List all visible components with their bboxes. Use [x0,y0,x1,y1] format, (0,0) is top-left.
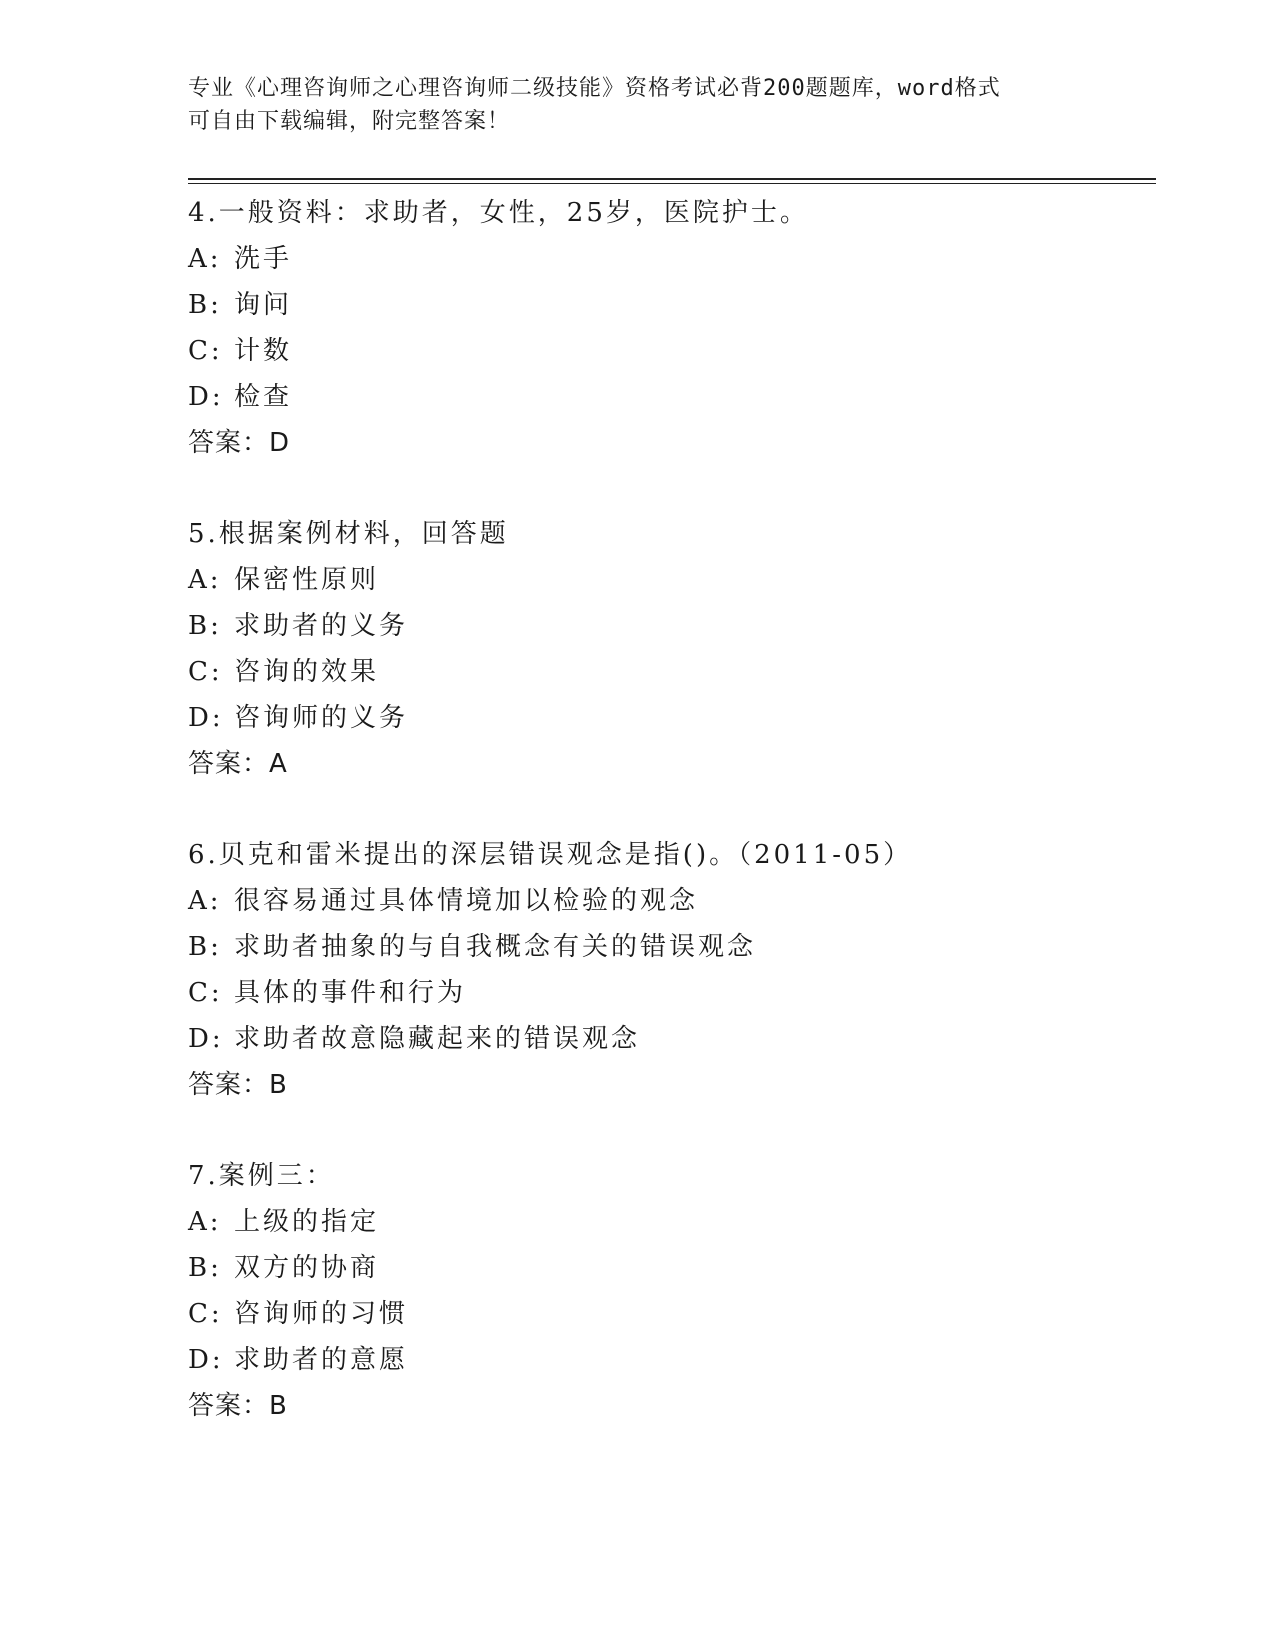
document-header [188,72,1088,138]
option-text: 很容易通过具体情境加以检验的观念 [234,886,699,916]
question-list [188,190,1148,1474]
option-text: 咨询师的习惯 [234,1299,409,1329]
option-text: 双方的协商 [234,1253,380,1283]
option-letter: C: [188,1299,223,1329]
answer-line: 答案：A [188,749,288,779]
option-b [188,924,1148,970]
option-c [188,328,1148,374]
option-c [188,649,1148,695]
option-text: 计数 [234,336,293,366]
header-divider-top [188,178,1156,180]
option-letter: B: [188,611,222,641]
option-a [188,236,1148,282]
option-text: 求助者的意愿 [234,1345,409,1375]
option-text: 具体的事件和行为 [234,978,467,1008]
option-text: 保密性原则 [234,565,380,595]
question-5 [188,511,1148,787]
option-text: 求助者的义务 [234,611,409,641]
header-line-2: 可自由下载编辑，附完整答案！ [188,109,511,134]
question-4 [188,190,1148,466]
option-letter: A: [188,886,222,916]
option-c [188,970,1148,1016]
option-letter: A: [188,565,222,595]
question-stem: 4.一般资料：求助者，女性，25岁，医院护士。 [188,198,809,228]
answer-line: 答案：B [188,1070,288,1100]
question-stem: 5.根据案例材料，回答题 [188,519,509,549]
option-text: 询问 [234,290,293,320]
option-letter: B: [188,1253,222,1283]
option-text: 洗手 [234,244,293,274]
option-text: 咨询师的义务 [234,703,409,733]
option-letter: A: [188,1207,222,1237]
option-letter: C: [188,657,223,687]
option-letter: D: [188,1345,224,1375]
option-text: 求助者抽象的与自我概念有关的错误观念 [234,932,757,962]
header-divider-bottom [188,183,1156,184]
option-text: 求助者故意隐藏起来的错误观念 [234,1024,641,1054]
option-letter: D: [188,703,224,733]
option-letter: D: [188,382,224,412]
option-letter: D: [188,1024,224,1054]
question-stem: 7.案例三： [188,1161,335,1191]
option-a [188,878,1148,924]
option-letter: B: [188,932,222,962]
question-stem: 6.贝克和雷米提出的深层错误观念是指()。（2011-05） [188,840,913,870]
option-d [188,1337,1148,1383]
answer-line: 答案：D [188,428,291,458]
option-d [188,1016,1148,1062]
option-d [188,374,1148,420]
option-letter: C: [188,336,223,366]
option-a [188,1199,1148,1245]
option-letter: C: [188,978,223,1008]
answer-line: 答案：B [188,1391,288,1421]
option-c [188,1291,1148,1337]
header-line-1: 专业《心理咨询师之心理咨询师二级技能》资格考试必背200题题库，word格式 [188,76,1001,101]
question-6 [188,832,1148,1108]
option-b [188,282,1148,328]
option-letter: B: [188,290,222,320]
question-7 [188,1153,1148,1429]
option-letter: A: [188,244,222,274]
option-a [188,557,1148,603]
option-text: 检查 [234,382,293,412]
option-d [188,695,1148,741]
option-b [188,1245,1148,1291]
option-text: 上级的指定 [234,1207,380,1237]
option-text: 咨询的效果 [234,657,380,687]
option-b [188,603,1148,649]
